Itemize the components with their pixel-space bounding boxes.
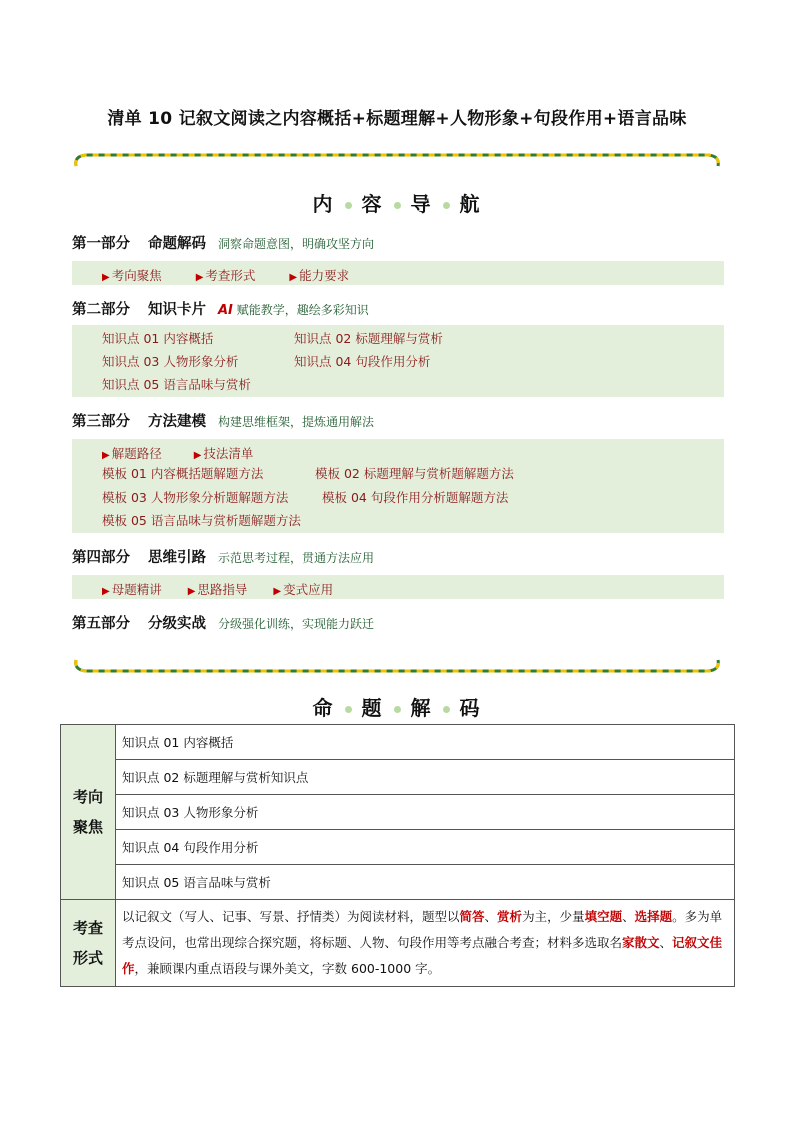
toc-link-technique-list[interactable]: 技法清单 [203,446,254,461]
highlight-text: 记叙文佳作 [122,935,723,976]
nav-heading-char: 导 [410,192,433,216]
part-3-bar [72,439,724,533]
part-4-bar [72,575,724,599]
toc-link-mother-question[interactable]: 母题精讲 [111,582,162,597]
highlight-text: 填空题 [584,909,623,924]
toc-link-template-05[interactable]: 模板 05 语言品味与赏析题解题方法 [102,513,301,528]
part-number: 第一部分 [72,236,130,252]
focus-item: 知识点 04 句段作用分析 [116,830,735,865]
part-name: 方法建模 [148,414,206,430]
toc-link-guidance[interactable]: 思路指导 [197,582,248,597]
table-row [61,725,735,760]
form-label [61,900,116,987]
part-name: 分级实战 [148,616,206,632]
text-run: 为主，少量 [522,909,585,924]
text-run: 。多为单考点设问，也常出现综合探究题，将标题、人物、句段作用等考点融合考查；材料多选取名 [122,909,723,950]
part-5-heading [72,612,374,633]
toc-link-focus[interactable]: 考向聚焦 [111,268,162,283]
part-1-items: ▶ 考向聚焦 ▶ 考查形式 ▶ 能力要求 [102,268,350,283]
part-number: 第四部分 [72,550,130,566]
top-wave-divider [70,150,724,172]
toc-link-template-03[interactable]: 模板 03 人物形象分析题解题方法 [102,490,289,505]
part-3-heading [72,410,374,431]
nav-heading [0,188,794,217]
toc-link-point-01[interactable]: 知识点 01 内容概括 [102,331,214,346]
toc-link-point-03[interactable]: 知识点 03 人物形象分析 [102,354,239,369]
text-run: 以记叙文（写人、记事、写景、抒情类）为阅读材料，题型以 [122,909,460,924]
toc-link-variant[interactable]: 变式应用 [283,582,334,597]
nav-heading-char: 容 [361,192,384,216]
decode-heading-char: 命 [312,696,335,720]
decode-heading-char: 题 [361,696,384,720]
highlight-text: 简答 [459,909,485,924]
focus-label-line: 考向 [72,788,103,806]
part-desc: 赋能教学，趣绘多彩知识 [236,303,369,317]
part-desc: 分级强化训练，实现能力跃迁 [218,617,375,631]
toc-link-point-02[interactable]: 知识点 02 标题理解与赏析 [294,331,443,346]
part-3-items: ▶ 解题路径 ▶ 技法清单 [102,446,254,461]
highlight-text: 家散文 [622,935,660,950]
table-row [61,795,735,830]
nav-heading-char: 航 [459,192,482,216]
part-1-heading [72,232,374,253]
document-title: 清单 10 记叙文阅读之内容概括+标题理解+人物形象+句段作用+语言品味 [107,109,687,129]
toc-link-ability[interactable]: 能力要求 [299,268,350,283]
decode-heading-char: 解 [410,696,433,720]
bottom-wave-divider [70,654,724,676]
decode-heading-char: 码 [459,696,482,720]
table-row [61,900,735,987]
part-number: 第二部分 [72,302,130,318]
text-run: 、 [484,909,498,924]
focus-item: 知识点 03 人物形象分析 [116,795,735,830]
toc-link-form[interactable]: 考查形式 [205,268,256,283]
focus-label-line: 聚焦 [72,818,103,836]
part-2-heading [72,298,369,319]
toc-link-solve-path[interactable]: 解题路径 [111,446,162,461]
table-row [61,830,735,865]
decode-table [60,724,735,987]
decode-heading [0,692,794,721]
part-2-bar [72,325,724,397]
toc-link-point-04[interactable]: 知识点 04 句段作用分析 [294,354,431,369]
part-desc: 示范思考过程，贯通方法应用 [218,551,375,565]
part-desc: 洞察命题意图，明确攻坚方向 [218,237,375,251]
part-desc: 构建思维框架，提炼通用解法 [218,415,375,429]
highlight-text: 选择题 [634,909,673,924]
focus-label [61,725,116,900]
toc-link-template-04[interactable]: 模板 04 句段作用分析题解题方法 [322,490,509,505]
part-1-bar [72,261,724,285]
text-run: 、 [622,909,635,924]
form-label-line: 考查 [72,919,103,937]
form-description [116,900,735,987]
focus-item: 知识点 02 标题理解与赏析知识点 [116,760,735,795]
highlight-text: 赏析 [497,909,523,924]
focus-item: 知识点 05 语言品味与赏析 [116,865,735,900]
toc-link-template-02[interactable]: 模板 02 标题理解与赏析题解题方法 [315,466,514,481]
part-name: 知识卡片 [148,302,206,318]
part-number: 第三部分 [72,414,130,430]
part-4-heading [72,546,374,567]
part-name: 命题解码 [148,236,206,252]
ai-label: AI [218,303,233,318]
table-row [61,865,735,900]
text-run: ，兼顾课内重点语段与课外美文，字数 600-1000 字。 [134,961,441,976]
toc-link-point-05[interactable]: 知识点 05 语言品味与赏析 [102,377,251,392]
nav-heading-char: 内 [312,192,335,216]
focus-item: 知识点 01 内容概括 [116,725,735,760]
toc-link-template-01[interactable]: 模板 01 内容概括题解题方法 [102,466,264,481]
part-4-items: ▶ 母题精讲 ▶ 思路指导 ▶ 变式应用 [102,582,334,597]
part-name: 思维引路 [148,550,206,566]
text-run: 、 [659,935,673,950]
form-label-line: 形式 [72,949,103,967]
part-number: 第五部分 [72,616,130,632]
table-row [61,760,735,795]
